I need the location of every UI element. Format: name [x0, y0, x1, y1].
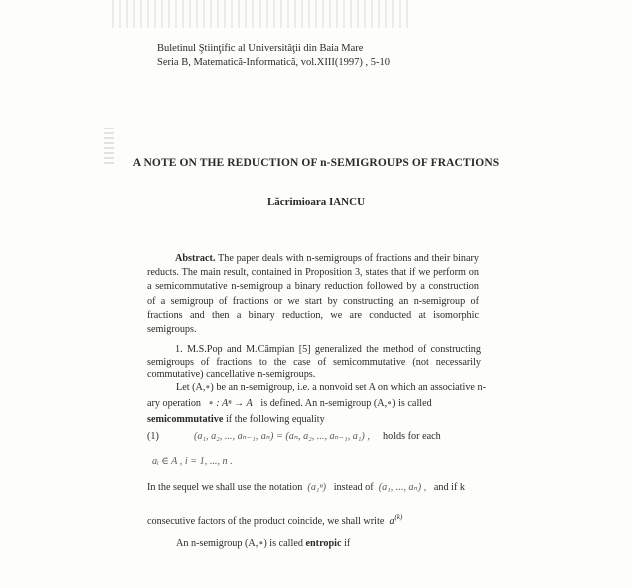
journal-series: Seria B, Matematică-Informatică, vol.XIII(1997) , 5-10: [157, 57, 390, 68]
notation-text: In the sequel we shall use the notation: [147, 482, 303, 493]
equation-label: (1): [147, 431, 159, 442]
term-entropic: entropic: [305, 538, 342, 549]
paragraph-2-line-2: [147, 398, 432, 409]
paragraph-4-line: [147, 513, 402, 527]
power-notation: $a^{(k)}$: [389, 513, 403, 527]
equation-holds-text: holds for each: [383, 431, 441, 442]
notation-short: (a₁ⁿ): [307, 482, 327, 493]
paper-author: Lăcrimioara IANCU: [266, 196, 366, 208]
paragraph-2-line-1: Let (A,∘) be an n-semigroup, i.e. a nonvoid set A on which an associative n-: [176, 382, 486, 393]
journal-name: Buletinul Ştiinţific al Universităţii din Baia Mare: [157, 43, 364, 54]
power-exponent: (k): [394, 513, 403, 521]
paragraph-2-line-3: [147, 414, 325, 425]
entropic-if: if: [344, 538, 351, 549]
abstract: [147, 252, 479, 337]
term-semicommutative: semicommutative: [147, 414, 224, 425]
instead-text: instead of: [333, 482, 374, 493]
notation-long: (a₁, ..., aₙ) ,: [378, 482, 427, 493]
equation-expression: (a₁, a₂, ..., aₙ₋₁, aₙ) = (aₙ, a₂, ..., aₙ₋₁, a₁) ,: [193, 431, 370, 442]
equation-1: [147, 431, 441, 442]
paragraph-5-line: [176, 538, 350, 549]
section-1-paragraph: [147, 344, 481, 382]
abstract-text: The paper deals with n-semigroups of fractions and their binary reducts. The main result, contained in Proposition 3, states that if we perform on a semicommutative n-semigroup a binary reduction followed by a construction of a semigroup of fractions or we start by constructing an n-semigroup of fractions and then a binary reduction, we are conducted at isomorphic semigroups.: [147, 253, 479, 336]
abstract-label: Abstract.: [175, 253, 216, 264]
paragraph-3-line: [147, 482, 465, 493]
ary-text: ary operation: [147, 398, 202, 409]
consecutive-text: consecutive factors of the product coincide, we shall write: [147, 516, 385, 527]
defined-text: is defined. An n-semigroup (A,∘) is called: [260, 398, 432, 409]
paragraph-1-text: 1. M.S.Pop and M.Câmpian [5] generalized the method of constructing semigroups of fractions to the case of semicommutative (not necessarily commutative) cancellative n-semigroups.: [147, 344, 481, 380]
scan-artifact: [112, 0, 412, 28]
paper-title: A NOTE ON THE REDUCTION OF n-SEMIGROUPS OF FRACTIONS: [132, 157, 500, 169]
equation-condition: aᵢ ∈ A , i = 1, ..., n .: [152, 456, 233, 467]
journal-header: [157, 42, 390, 70]
and-if-text: and if k: [433, 482, 466, 493]
operation-notation: ∘ : Aⁿ → A: [208, 398, 253, 409]
entropic-intro: An n-semigroup (A,∘) is called: [176, 538, 303, 549]
equality-text: if the following equality: [225, 414, 325, 425]
